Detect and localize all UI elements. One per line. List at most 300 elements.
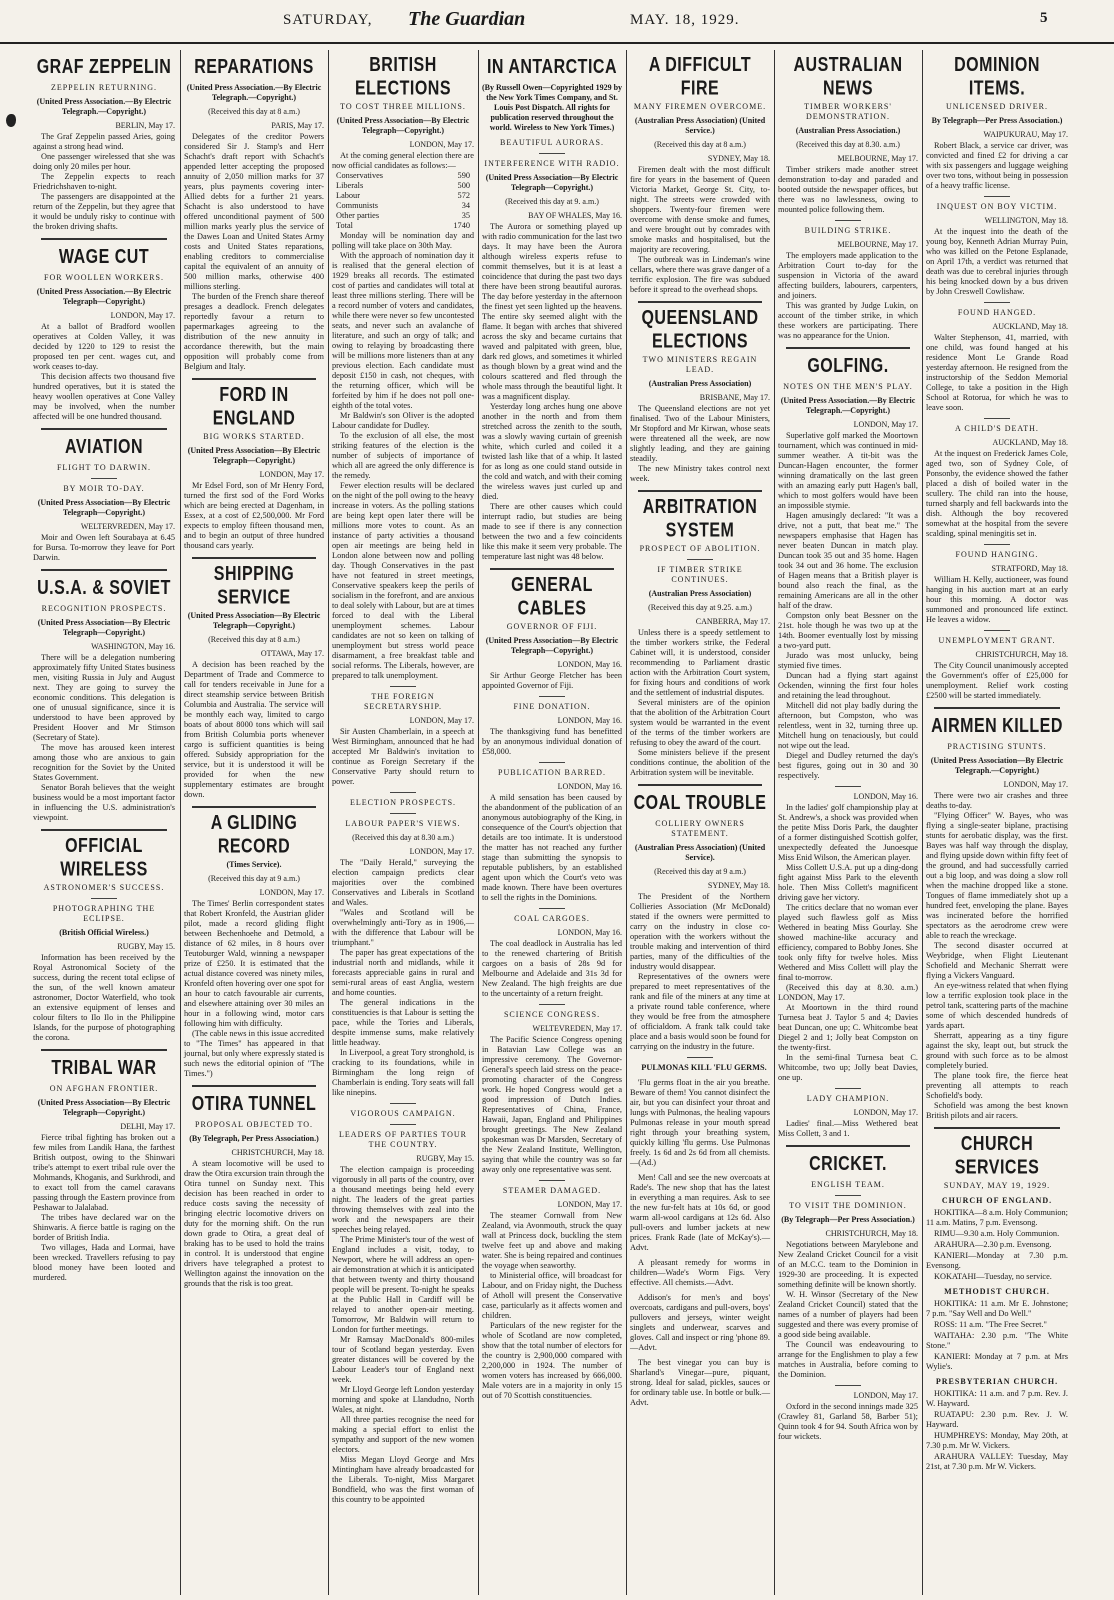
service-line: HOKITIKA—8 a.m. Holy Communion; 11 a.m. Matins, 7 p.m. Evensong. [926,1208,1068,1227]
article-subheading: COLLIERY OWNERS STATEMENT. [655,819,745,838]
section-dash [835,1385,861,1386]
article-paragraph: The tribes have declared war on the Shinwaris. A fierce battle is raging on the border of British India. [33,1213,175,1242]
section-dash [390,813,416,814]
church-listing [926,1287,1068,1372]
article [482,908,622,999]
article [482,568,622,691]
article-dateline: BAY OF WHALES, May 16. [528,211,622,220]
masthead-date: MAY. 18, 1929. [630,12,740,28]
article [482,696,622,757]
article-paragraph: Sir Arthur George Fletcher has been appointed Governor of Fiji. [482,671,622,690]
section-dash [390,686,416,687]
article [33,829,175,1043]
article [33,569,175,823]
article [926,418,1068,539]
article [482,58,622,562]
article-paragraph: Some ministers believe if the present conditions continue, the abolition of the Arbitration system will be inevitable. [630,748,770,777]
article-subheading: ZEPPELIN RETURNING. [50,83,158,92]
article-paragraph: Miss Collett U.S.A. put up a ding-dong fight against Miss Park to the eleventh hole. Then Miss Collett's magnificent driving gave her victory. [778,863,918,902]
article-dateline: BERLIN, May 17. [115,121,175,130]
article-paragraph: In the semi-final Turnesa beat C. Whitcombe, two up; Jolly beat Davies, one up. [778,1053,918,1082]
section-dash [687,559,713,560]
article-headline: REPARATIONS [194,56,314,79]
article-headline: AVIATION [64,436,144,459]
article-headline: OFFICIAL WIRELESS [60,835,148,881]
article-paragraph: The passengers are disappointed at the return of the Zeppelin, but they agree that it would be unduly risky to continue with the broken driving shafts. [33,192,175,231]
masthead-day: SATURDAY, [283,12,373,28]
article [184,378,324,551]
section-dash [91,898,117,899]
article-headline: GENERAL CABLES [511,574,593,620]
candidate-count: 35 [461,211,470,220]
section-dash [984,418,1010,419]
article-subheading: IF TIMBER STRIKE CONTINUES. [657,565,743,584]
article-dateline: LONDON, May 16. [557,928,622,937]
article-credit: (Times Service). [226,860,282,869]
article-paragraph: This decision affects two thousand five hundred operatives, but it is stated the heavy woollen operatives at Cone Valley may be involved, when the number affected will be one hundred thousand. [33,372,175,421]
service-line: HOKITIKA: 11 a.m. and 7 p.m. Rev. J. W. Hayward. [926,1389,1068,1408]
article-paragraph: (Received this day at 8.30. a.m.) LONDON, May 17. [778,983,918,1002]
article-paragraph: W. H. Winsor (Secretary of the New Zealand Cricket Council) stated that the names of a number of players had been suggested and there was every promise of a good side being available. [778,1290,918,1339]
article-paragraph: At a ballot of Bradford woollen operatives at Colden Valley, it was decided by 1220 to 129 to resist the proposed ten per cent. wages cut, and work ceases to-day. [33,322,175,371]
headline-rule [41,829,167,831]
article-subheading: FLIGHT TO DARWIN. [56,463,152,472]
column-5 [627,50,773,1595]
article-paragraph: "Wales and Scotland will be overwhelmingly anti-Tory as in 1906,—with the difference that Labour will be triumphant." [332,908,474,947]
article-subheading: FOUND HANGED. [957,308,1037,317]
article-paragraph: With the approach of nomination day it is realised that the general election of 1929 breaks all records. The estimated cost of parties and candidates will total at least three millions sterling. There will be a record number of voters and candidates, while there were never so few uncontested seats, and never such an avalanche of literature, and such an orgy of talk; and owing to relaying by broadcasting there will be millions more listeners than at any previous election. Each candidate must deposit £150 in cash, not cheques, with the returning officer, which will be forfeited by him if he does not poll one-eighth of the total votes. [332,251,474,410]
article [630,301,770,484]
section-dash [835,1088,861,1089]
headline-rule [192,1085,316,1087]
article-paragraph: The "Daily Herald," surveying the election campaign predicts clear majorities over the combined Conservatives and Liberals in Scotland and Wales. [332,858,474,907]
article-dateline: LONDON, May 17. [409,140,474,149]
article-subheading: VIGOROUS CAMPAIGN. [350,1109,456,1118]
section-dash [687,1057,713,1058]
article-subheading: COAL CARGOES. [514,914,590,923]
article-credit: (United Press Association—By Electric Telegraph.—Copyright.) [930,756,1064,775]
section-dash [984,302,1010,303]
advert-text: Addison's for men's and boys' overcoats, cardigans and pull-overs, boys' pullovers and jerseys, winter weight singlets and underwear, scarves and gloves. Call and inspect or ring 'phone 89.—Advt. [630,1293,770,1352]
article-subheading: SUNDAY, MAY 19, 1929. [943,1181,1051,1190]
article-subheading: INQUEST ON BOY VICTIM. [936,202,1058,211]
article-headline: BRITISH ELECTIONS [354,54,452,100]
article-dateline: LONDON, May 17. [409,847,474,856]
article-paragraph: Mr Edsel Ford, son of Mr Henry Ford, turned the first sod of the Ford Works which are being erected at Dagenham, in Essex, at a cost of £2,500,000. Mr Ford expects to employ fifteen thousand men, and to begin an output of three hundred thousand cars yearly. [184,481,324,550]
table-row [332,171,474,181]
article-paragraph: The election campaign is proceeding vigorously in all parts of the country, over a thousand meetings being held every night. The leaders of the great parties throwing themselves with zeal into the work and the newspapers are their speeches being relayed. [332,1165,474,1234]
headline-rule [934,1127,1060,1129]
section-dash [539,696,565,697]
article-subheading: PROSPECT OF ABOLITION. [639,544,761,553]
article-credit: (United Press Association—By Electric Telegraph—Copyright.) [485,173,619,192]
table-row [332,221,474,231]
article [778,786,918,1083]
article [33,1049,175,1283]
section-dash [984,630,1010,631]
article-paragraph: Unless there is a speedy settlement to the timber workers strike, the Federal Cabinet will, it is understood, consider recommending to Parliament drastic action with the Arbitration Court system, for fixing hours and conditions of work and the settlement of industrial disputes. [630,628,770,697]
column-6 [775,50,921,1595]
article-paragraph: The Queensland elections are not yet finalised. Two of the Labour Ministers, Mr Stopford and Mr Kirwan, whose seats were threatened all the week, are now slightly leading, and they are gaining steadily. [630,404,770,463]
article-dateline: WELTERVREDEN, May 17. [80,522,175,531]
page-number: 5 [1040,10,1048,26]
article-subheading: THE FOREIGN SECRETARYSHIP. [363,692,443,711]
article-headline: ARBITRATION SYSTEM [642,496,758,542]
article-headline: SHIPPING SERVICE [213,563,295,609]
article-subheading: RECOGNITION PROSPECTS. [41,604,167,613]
article-dateline: LONDON, May 16. [557,782,622,791]
service-line: KANIERI: Monday at 7 p.m. at Mrs Wylie's. [926,1352,1068,1371]
article [482,1004,622,1175]
candidate-count: 500 [457,181,470,190]
received-time: (Received this day at 8 a.m.) [208,107,300,116]
headline-rule [192,378,316,380]
table-row [332,191,474,201]
article-subheading: BIG WORKS STARTED. [203,432,305,441]
article-headline: OTIRA TUNNEL [191,1093,317,1116]
candidate-count: 590 [457,171,470,180]
article-paragraph: The President of the Northern Collieries Association (Mr McDonald) stated if the owners were permitted to carry on the industry in close co-operation with the workers without the trouble making and intervention of third parties, many of the difficulties of the industry would disappear. [630,892,770,971]
service-line: RUATAPU: 2.30 p.m. Rev. J. W. Hayward. [926,1410,1068,1429]
article-paragraph: Moir and Owen left Sourabaya at 6.45 for Bursa. To-morrow they leave for Port Darwin. [33,533,175,562]
article-paragraph: Negotiations between Marylebone and New Zealand Cricket Council for a visit of an M.C.C. team to the Dominion in 1929-30 are proceeding. It is expected something definite will be known shortly. [778,1240,918,1289]
article-dateline: WAIPUKURAU, May 17. [983,130,1068,139]
column-3 [329,50,477,1595]
column-7 [923,50,1071,1595]
article-subheading: UNLICENSED DRIVER. [946,102,1048,111]
article-dateline: LONDON, May 17. [853,1108,918,1117]
article-dateline: CHRISTCHURCH, May 18. [975,650,1068,659]
article-paragraph: Jurado was most unlucky, being stymied five times. [778,651,918,670]
table-row [332,181,474,191]
column-4 [479,50,625,1595]
party-name: Total [336,221,353,230]
section-dash [390,792,416,793]
candidates-table [332,171,474,231]
article-paragraph: At the inquest on Frederick James Cole, aged two, son of Sydney Cole, of Ponsonby, the evidence showed the father placed a dish of boiled water in the scullery. The child ran into the house, turned sharply and fell backwards into the dish. Although the boy recovered somewhat at the hospital from the severe scalding, spinal meningitis set in. [926,449,1068,538]
article-dateline: MELBOURNE, May 17. [837,154,918,163]
article-paragraph: Superlative golf marked the Moortown tournament, which was continued in mid-summer weather. A tit-bit was the Duncan-Hagen encounter, the former winning dramatically on the last green with an amazing early putt Hagen's ball, which to most golfers would have been an impossible stymie. [778,431,918,510]
advert-text: 'Flu germs float in the air you breathe. Beware of them! You cannot disinfect the air, but you can disinfect your throat and lungs with Pulmonas, the healing vapours Pulmonas release in your mouth spread right through your breathing system, quickly killing 'flu germs. Use Pulmonas freely. 1s 6d and 2s 6d from all chemists.—(Ad.) [630,1078,770,1167]
article [332,1103,474,1505]
article-paragraph: To the exclusion of all else, the most striking features of the election is the number of subjects of importance of which all are agreed the only difference is the remedy. [332,431,474,480]
church-listing [926,1377,1068,1472]
section-dash [835,786,861,787]
headline-rule [638,784,762,786]
article-subheading: ELECTION PROSPECTS. [349,798,457,807]
section-dash [835,1195,861,1196]
article-paragraph: Oxford in the second innings made 325 (Crawley 81, Garland 58, Barber 51); Quinn took 4 for 94. South Africa won by four wickets. [778,1402,918,1441]
article [926,1127,1068,1472]
article-paragraph: Monday will be nomination day and polling will take place on 30th May. [332,231,474,250]
headline-rule [41,569,167,571]
article-paragraph: The critics declare that no woman ever played such flawless golf as Miss Wethered in beating Miss Gourlay. She showed machine-like accuracy and efficiency, compared to Bobby Jones. She took only fifty for twelve holes. Miss Wethered and Miss Collett will play the final to-morrow. [778,903,918,982]
article-credit: (United Press Association—By Electric Telegraph—Copyright.) [37,498,171,517]
advert-text: Men! Call and see the new overcoats at Rade's. The new shop that has the latest in everything a man requires. Ask to see the new fur-felt hats at 10s 6d, or good warm all-wool cardigans at 12s 6d. Also pull-overs and lumber jackets at new prices. Frank Rade (late of McKay's).—Advt. [630,1173,770,1252]
article [926,302,1068,413]
church-listing [926,1196,1068,1282]
article-dateline: LONDON, May 16. [557,716,622,725]
article-dateline: CHRISTCHURCH, May 18. [231,1148,324,1157]
article [778,220,918,341]
received-time: (Received this day at 8 a.m.) [654,140,746,149]
headline-rule [41,428,167,430]
article [184,557,324,800]
article-subheading: ENGLISH TEAM. [811,1180,885,1189]
article-subheading: TO COST THREE MILLIONS. [340,102,466,111]
candidate-count: 1740 [453,221,470,230]
article [184,58,324,372]
section-dash [390,1103,416,1104]
headline-rule [638,301,762,303]
article-paragraph: There were two air crashes and three deaths to-day. [926,791,1068,810]
article-paragraph: There are other causes which could interrupt radio, but studies are being made to see if there is any connection between the two and a few coincidents like this make it seem very probable. The temperature last night was 48 below. [482,502,622,561]
article [482,762,622,903]
article-credit: (Australian Press Association) [648,379,752,388]
article-paragraph: The general indications in the constituencies is that Labour is setting the pace, while the Tories and Liberals, despite immense sums, make relatively little headway. [332,998,474,1047]
article-paragraph: to Ministerial office, will broadcast for Labour, and on Friday night, the Duchess of Atholl will present the Conservative case, particularly as it affects women and children. [482,1271,622,1320]
party-name: Conservatives [336,171,384,180]
candidate-count: 34 [461,201,470,210]
article-paragraph: In the ladies' golf championship play at St. Andrew's, a shock was provided when the petite Miss Doris Park, the daughter of a former distinguished Scottish golfer, unexpectedly defeated the Junoesque Miss Enid Wilson, the American player. [778,803,918,862]
article-credit: By Telegraph—Per Press Association.) [931,116,1063,125]
article-paragraph: The Prime Minister's tour of the west of England includes a visit, today, to Newport, where he will address an open-air demonstration at which it is anticipated that between twenty and thirty thousand people will be present. To-night he speaks at the Public Hall in Cardiff will be relayed to another open-air meeting. Tomorrow, Mr Baldwin will return to London for further meetings. [332,1235,474,1334]
article-dateline: LONDON, May 16. [557,660,622,669]
article-subheading: BUILDING STRIKE. [804,226,892,235]
article-subheading: FOR WOOLLEN WORKERS. [44,273,164,282]
received-time: (Received this day at 8.30. a.m.) [796,140,900,149]
article-paragraph: The move has aroused keen interest among those who are anxious to gain recognition for the Soviet by the United States Government. [33,743,175,782]
article-credit: (Australian Press Association) (United Service). [634,843,766,862]
article-paragraph: The Graf Zeppelin passed Aries, going against a strong head wind. [33,132,175,151]
church-name: METHODIST CHURCH. [944,1287,1050,1296]
article-paragraph: Particulars of the new register for the whole of Scotland are now completed, show that the total number of electors for the country is 2,900,000 compared with 2,200,000 in 1924. The number of women voters has increased by 666,000. Male voters are in a majority in only 15 out of 70 Scottish constituencies. [482,1321,622,1400]
headline-rule [192,806,316,808]
article-credit: (United Press Association—By Electric Telegraph—Copyright.) [187,446,321,465]
article-paragraph: The plane took fire, the fierce heat preventing all attempts to reach Schofield's body. [926,1071,1068,1100]
article-paragraph: The new Ministry takes control next week. [630,464,770,483]
article-dateline: LONDON, May 17. [110,311,175,320]
article-subheading: PHOTOGRAPHING THE ECLIPSE. [52,904,156,923]
article-dateline: RUGBY, May 15. [117,942,175,951]
headline-rule [934,707,1060,709]
article-headline: CRICKET. [809,1153,887,1176]
article-paragraph: "Flying Officer" W. Bayes, who was flying a single-seater biplane, practising stunts for aerobatic display, was the first. Bayes was half way through the display, and flying upside down within fifty feet of the ground, and had successfully carried out a big loop, and was doing a slow roll when the machine dropped like a stone. Tongues of flame immediately shot up a hundred feet, enveloping the plane. Bayes was incinerated before the horrified spectators as the aerodrome crew were able to reach the wreckage. [926,811,1068,940]
article [184,1085,324,1289]
service-line: WAITAHA: 2.30 p.m. "The White Stone." [926,1331,1068,1350]
masthead-paper-name: The Guardian [408,8,526,30]
article-headline: DOMINION ITEMS. [954,54,1040,100]
advert-heading: PULMONAS KILL 'FLU GERMS. [641,1063,767,1072]
church-name: CHURCH OF ENGLAND. [941,1196,1053,1205]
service-line: KANIERI—Monday at 7.30 p.m. Evensong. [926,1251,1068,1270]
article-paragraph: Sherratt, appearing as a tiny figure against the sky, leapt out, but struck the ground with such force as to be almost completely buried. [926,1031,1068,1070]
article-credit: (United Press Association—By Electric Telegraph—Copyright.) [336,116,470,135]
article-credit: (British Official Wireless.) [59,928,149,937]
article-paragraph: Two villages, Hada and Lormai, have been wrecked. Travellers refusing to pay blood money have been looted and murdered. [33,1243,175,1282]
article-credit: (United Press Association—By Electric Telegraph—Copyright.) [187,611,321,630]
article-credit: (United Press Association—By Electric Telegraph—Copyright.) [37,1098,171,1117]
article-dateline: STRATFORD, May 18. [991,564,1068,573]
article-dateline: WASHINGTON, May 16. [91,642,175,651]
column-1 [30,50,178,1595]
article-headline: GOLFING. [807,355,889,378]
service-line: RIMU—9.30 a.m. Holy Communion. [934,1229,1060,1238]
article-paragraph: Delegates of the creditor Powers considered Sir J. Stamp's and Herr Schacht's draft report with Schacht's appended letter accepting the proposed annuity of 2,050 million marks for 37 years, plus payments covering inter-Allied debts for a further 21 years. Schacht is also understood to have offered unconditional payment of 500 million marks yearly plus the service of the Dawes Loan and United States Army costs and United States reparations, enabling creditors to commercialise capital the equivalent of an annuity of 500 million marks, otherwise 400 millions sterling. [184,132,324,291]
article [778,54,918,215]
article-paragraph: Schofield was among the best known British pilots and air racers. [926,1101,1068,1120]
article [332,54,474,681]
article [778,1385,918,1442]
article-dateline: SYDNEY, May 18. [707,881,770,890]
section-dash [835,220,861,221]
article-paragraph: (The cable news in this issue accredited to "The Times" has appeared in that journal, but only where expressly stated is such news the editorial opinion of "The Times.") [184,1029,324,1078]
article-headline: A GLIDING RECORD [210,812,298,858]
article-credit: (United Press Association—By Electric Telegraph—Copyright.) [37,618,171,637]
headline-rule [786,1145,910,1147]
service-line: HOKITIKA: 11 a.m. Mr E. Johnstone; 7 p.m. "Say Well and Do Well." [926,1299,1068,1318]
article-paragraph: Timber strikers made another street demonstration to-day and paraded and booted outside the newspaper offices, but there was no lawlessness, owing to mounted police following them. [778,165,918,214]
article-credit: (Australian Press Association) (United Service.) [634,116,766,135]
article [778,1088,918,1139]
article-paragraph: Hagen amusingly declared: "It was a drive, not a putt, that beat me." The newspapers emphasise that Hagen has never beaten Duncan in match play. Duncan took 35 out and 35 home. Hagen took 34 out and 36 home. The exclusion of Hagen means that a British player is bound also reach the final, as the remaining Americans are all in the other half of the draw. [778,511,918,610]
article-headline: COAL TROUBLE [633,792,767,815]
table-row [332,211,474,221]
service-line: ARAHURA—2.30 p.m. Evensong. [934,1240,1052,1249]
article [184,806,324,1079]
article [33,428,175,563]
article-dateline: WELLINGTON, May 18. [984,216,1068,225]
article-paragraph: Several ministers are of the opinion that the abolition of the Arbitration Court system would be warranted in the event of the terms of the timber workers are refusing to obey the award of the court. [630,698,770,747]
article-paragraph: The burden of the French share thereof presages a deadlock. French delegates reportedly favour a return to papermarkages agreeing to the distribution of the new annuity in accordance therewith, but the main opposition will probably come from Belgium and Italy. [184,292,324,371]
party-name: Communists [336,201,378,210]
article-subheading: TWO MINISTERS REGAIN LEAD. [642,355,758,374]
candidate-count: 572 [457,191,470,200]
article-headline: AIRMEN KILLED [931,715,1063,738]
article-credit: (United Press Association.—By Electric Telegraph.—Copyright.) [36,97,172,116]
table-row [332,201,474,211]
article-paragraph: This was granted by Judge Lukin, on account of the timber strike, in which these workers are participating. There was no appearance for the Union. [778,301,918,340]
party-name: Liberals [336,181,364,190]
article-headline: GRAF ZEPPELIN [36,56,172,79]
headline-rule [41,1049,167,1051]
article-paragraph: The Pacific Science Congress opening in Batavian Law College was an impressive ceremony. The Governor-General's speech laid stress on the peace-promoting character of the Congress work. He hoped Congress would get a good impression of Dutch Indies. Representatives of China, France, Hawaii, Japan, England and Philippines brought greetings. The New Zealand spokesman was Dr Marsden, Secretary of the New Zealand Institute, Wellington, saying that while the country was so far away only one representative was sent. [482,1035,622,1174]
section-dash [539,153,565,154]
article-subheading: BY MOIR TO-DAY. [63,484,145,493]
service-line: HUMPHREYS: Monday, May 20th, at 7.30 p.m. Mr W. Vickers. [926,1431,1068,1450]
article-subheading: FOUND HANGING. [955,550,1039,559]
headline-rule [490,568,614,570]
article-headline: QUEENSLAND ELECTIONS [641,307,759,353]
article-paragraph: A steam locomotive will be used to draw the Otira excursion train through the Otira tunnel on Sunday next. This decision has been reached in order to reduce costs saving the necessity of bringing electric locomotive drivers on duty for the morning shift. On the run down grade to Otira, a great deal of braking has to be used to hold the trains in control. It is understood that engine drivers have telegraphed a protest to Wellington against the innovation on the grounds that the risk is too great. [184,1159,324,1288]
received-time: (Received this day at 9. a.m.) [505,197,599,206]
article-paragraph: Senator Borah believes that the weight business would be a most important factor in influencing the U.S. administration's viewpoint. [33,783,175,822]
article-subheading: LADY CHAMPION. [806,1094,890,1103]
article-paragraph: A decision has been reached by the Department of Trade and Commerce to call for tenders receivable in June for a direct steamship service between British Columbia and Australia. The service will be monthly each way, limited to cargo boats of about 8000 tons which will sail from British Columbia ports whenever cargo is sufficient quantities is being offered. Subsidy appropriation for the service, but it is understood it will be provided for when the new supplementary estimates are brought down. [184,660,324,799]
advert-text: A pleasant remedy for worms in children—Wade's Worm Figs. Very effective. All chemists.—Advt. [630,1258,770,1287]
article-credit: (Australian Press Association.) [795,126,901,135]
article-subheading: NOTES ON THE MEN'S PLAY. [783,382,913,391]
article-paragraph: Miss Megan Lloyd George and Mrs Mintingham have already broadcasted for the Liberals. To-night, Miss Margaret Bondfield, who was the first woman of this country to be appointed [332,1455,474,1504]
article-dateline: OTTAWA, May 17. [260,649,324,658]
section-dash [539,1004,565,1005]
article-paragraph: Compston only beat Bessner on the 21st. hole though he was two up at the 14th. Boomer eventually lost by missing a two-yard putt. [778,611,918,650]
article [926,630,1068,701]
received-time: (Received this day at 8.30 a.m.) [352,833,454,842]
article-credit: (United Press Association.—By Electric Telegraph.—Copyright.) [186,83,322,102]
article-headline: FORD IN ENGLAND [212,384,296,430]
article-paragraph: Firemen dealt with the most difficult fire for years in the basement of Queen Victoria Market, George St. City, to-night. The streets were crowded with shoppers. Twenty-four firemen were overcome with dense smoke and fumes, and were brought out by comrades with smoke masks and hospitalised, but the majority are recovering. [630,165,770,254]
section-dash [539,908,565,909]
article-paragraph: At the coming general election there are now official candidates as follows:— [332,151,474,170]
article-subheading: PUBLICATION BARRED. [498,768,606,777]
article-dateline: BRISBANE, May 17. [699,393,770,402]
article-paragraph: The outbreak was in Lindeman's wine cellars, where there was grave danger of a terrific explosion. The fire was subdued before it spread to the overhead shops. [630,255,770,294]
article-subheading: FINE DONATION. [513,702,591,711]
section-dash [984,196,1010,197]
article-paragraph: The coal deadlock in Australia has led to the renewed chartering of British cargoes on a basis of 28s 9d for Melbourne and Adelaide and 31s 3d for New Zealand. The high freights are due to the uncertainty of a return freight. [482,939,622,998]
article-headline: U.S.A. & SOVIET [37,577,171,600]
article-paragraph: An eye-witness related that when flying low a terrific explosion took place in the petrol tank, scattering parts of the machine some of which descended hundreds of yards apart. [926,981,1068,1030]
article [926,196,1068,297]
article-credit: (Australian Press Association) [648,589,752,598]
article-subheading: TIMBER WORKERS' DEMONSTRATION. [804,102,892,121]
party-name: Labour [336,191,360,200]
article-headline: A DIFFICULT FIRE [648,54,752,100]
article [926,707,1068,1121]
article-paragraph: The Council was endeavouring to arrange for the Englishmen to play a few matches in Australia, before coming to the Dominion. [778,1340,918,1379]
article-paragraph: Fewer election results will be declared on the night of the poll owing to the heavy increase in voters. As the polling stations are being kept open later there will be millions more votes to count. As an instance of party activities a thousand open air meetings are being held in London alone between now and polling day. Though Conservatives in the past have not featured in street meetings, Conservative speakers keep the perils of socialism in the forefront, and are anxious to deal solely with Labour, but are at times forced to deal with the Liberal unemployment schemes. Labour candidates are not so keen on talking of unemployment but stress world peace disarmament, a free breakfast table and social reforms. The Liberals, however, are prepared to talk unemployment. [332,481,474,680]
masthead [0,0,1114,44]
article [482,1180,622,1401]
article [926,544,1068,625]
article-paragraph: At the inquest into the death of the young boy, Kenneth Adrian Murray Puin, who was killed on the Petone Esplanade, on April 17th, a verdict was returned that death was due to cerebral injuries through his being knocked down by a bus driven by John Creswell Cowlishaw. [926,227,1068,296]
article-dateline: LONDON, May 17. [259,470,324,479]
article-paragraph: At Moortown in the third round Turnesa beat J. Taylor 5 and 4; Davies beat Duncan, one up; C. Whitcombe beat Diegel 2 and 1; Jolly beat Compston on the twenty-first. [778,1003,918,1052]
article-credit: (United Press Association.—By Electric Telegraph.—Copyright.) [780,396,916,415]
article-dateline: MELBOURNE, May 17. [837,240,918,249]
article-dateline: SYDNEY, May 18. [707,154,770,163]
article-paragraph: Duncan had a flying start against Ockenden, winning the first four holes and retaining the lead throughout. [778,671,918,700]
article-subheading: BEAUTIFUL AURORAS. [500,138,604,147]
article-dateline: AUCKLAND, May 18. [992,322,1068,331]
article-dateline: LONDON, May 17. [853,420,918,429]
received-time: (Received this day at 9 a.m.) [654,867,746,876]
article-paragraph: A mild sensation has been caused by the abandonment of the publication of an anonymous autobiography of the King, in consequence of the Court's objection that details are too intimate. It is understood the matter has not reached any further stage than submitting the synopsis to reputable publishers, by an established agent upon which the Court's veto was made known. There have been overtures to sell the rights in the Dominions. [482,793,622,902]
article-credit: (By Telegraph, Per Press Association.) [189,1134,319,1143]
article-paragraph: In Liverpool, a great Tory stronghold, is cracking to its foundations, while in Birmingham the long reign of Chamberlain is ending. Tory seats will fall like ninepins. [332,1048,474,1097]
article-dateline: CHRISTCHURCH, May 18. [825,1229,918,1238]
article-dateline: CANBERRA, May 17. [695,617,770,626]
article-credit: (United Press Association—By Electric Telegraph—Copyright.) [485,636,619,655]
article-paragraph: Mr Lloyd George left London yesterday morning and spoke at Llandudno, North Wales, at night. [332,1385,474,1414]
headline-rule [192,557,316,559]
article [332,792,474,1098]
article [33,238,175,422]
article-paragraph: Information has been received by the Royal Astronomical Society of the success, during the recent total eclipse of the sun, of the well known amateur astronomer, Doctor Waterfield, who took an extensive equipment of lenses and colour filters to Ilo Ilo in the Philippine Islands, for the purpose of photographing the corona. [33,953,175,1042]
headline-rule [41,238,167,240]
article [630,490,770,778]
section-dash [390,1124,416,1125]
article-paragraph: The paper has great expectations of the industrial north and midlands, while it forecasts appreciable gains in rural and semi-rural areas of east Anglia, western and home counties. [332,948,474,997]
article-paragraph: Mr Ramsay MacDonald's 800-miles tour of Scotland began yesterday. Even greater distances will be covered by the Labour Leader's tour of England next week. [332,1335,474,1384]
article-subheading: LABOUR PAPER'S VIEWS. [345,819,461,828]
article-dateline: LONDON, May 17. [1003,780,1068,789]
article-paragraph: The Zeppelin expects to reach Friedrichshaven to-night. [33,172,175,191]
article-paragraph: William H. Kelly, auctioneer, was found hanging in his auction mart at an early hour this morning. A doctor was summoned and pronounced life extinct. He leaves a widow. [926,575,1068,624]
church-name: PRESBYTERIAN CHURCH. [935,1377,1059,1386]
article-credit: (By Russell Owen—Copyrighted 1929 by the New York Times Company, and St. Louis Post Dispatch. All rights for publication reserved throughout the world. Wireless to New York Times.) [482,83,623,132]
